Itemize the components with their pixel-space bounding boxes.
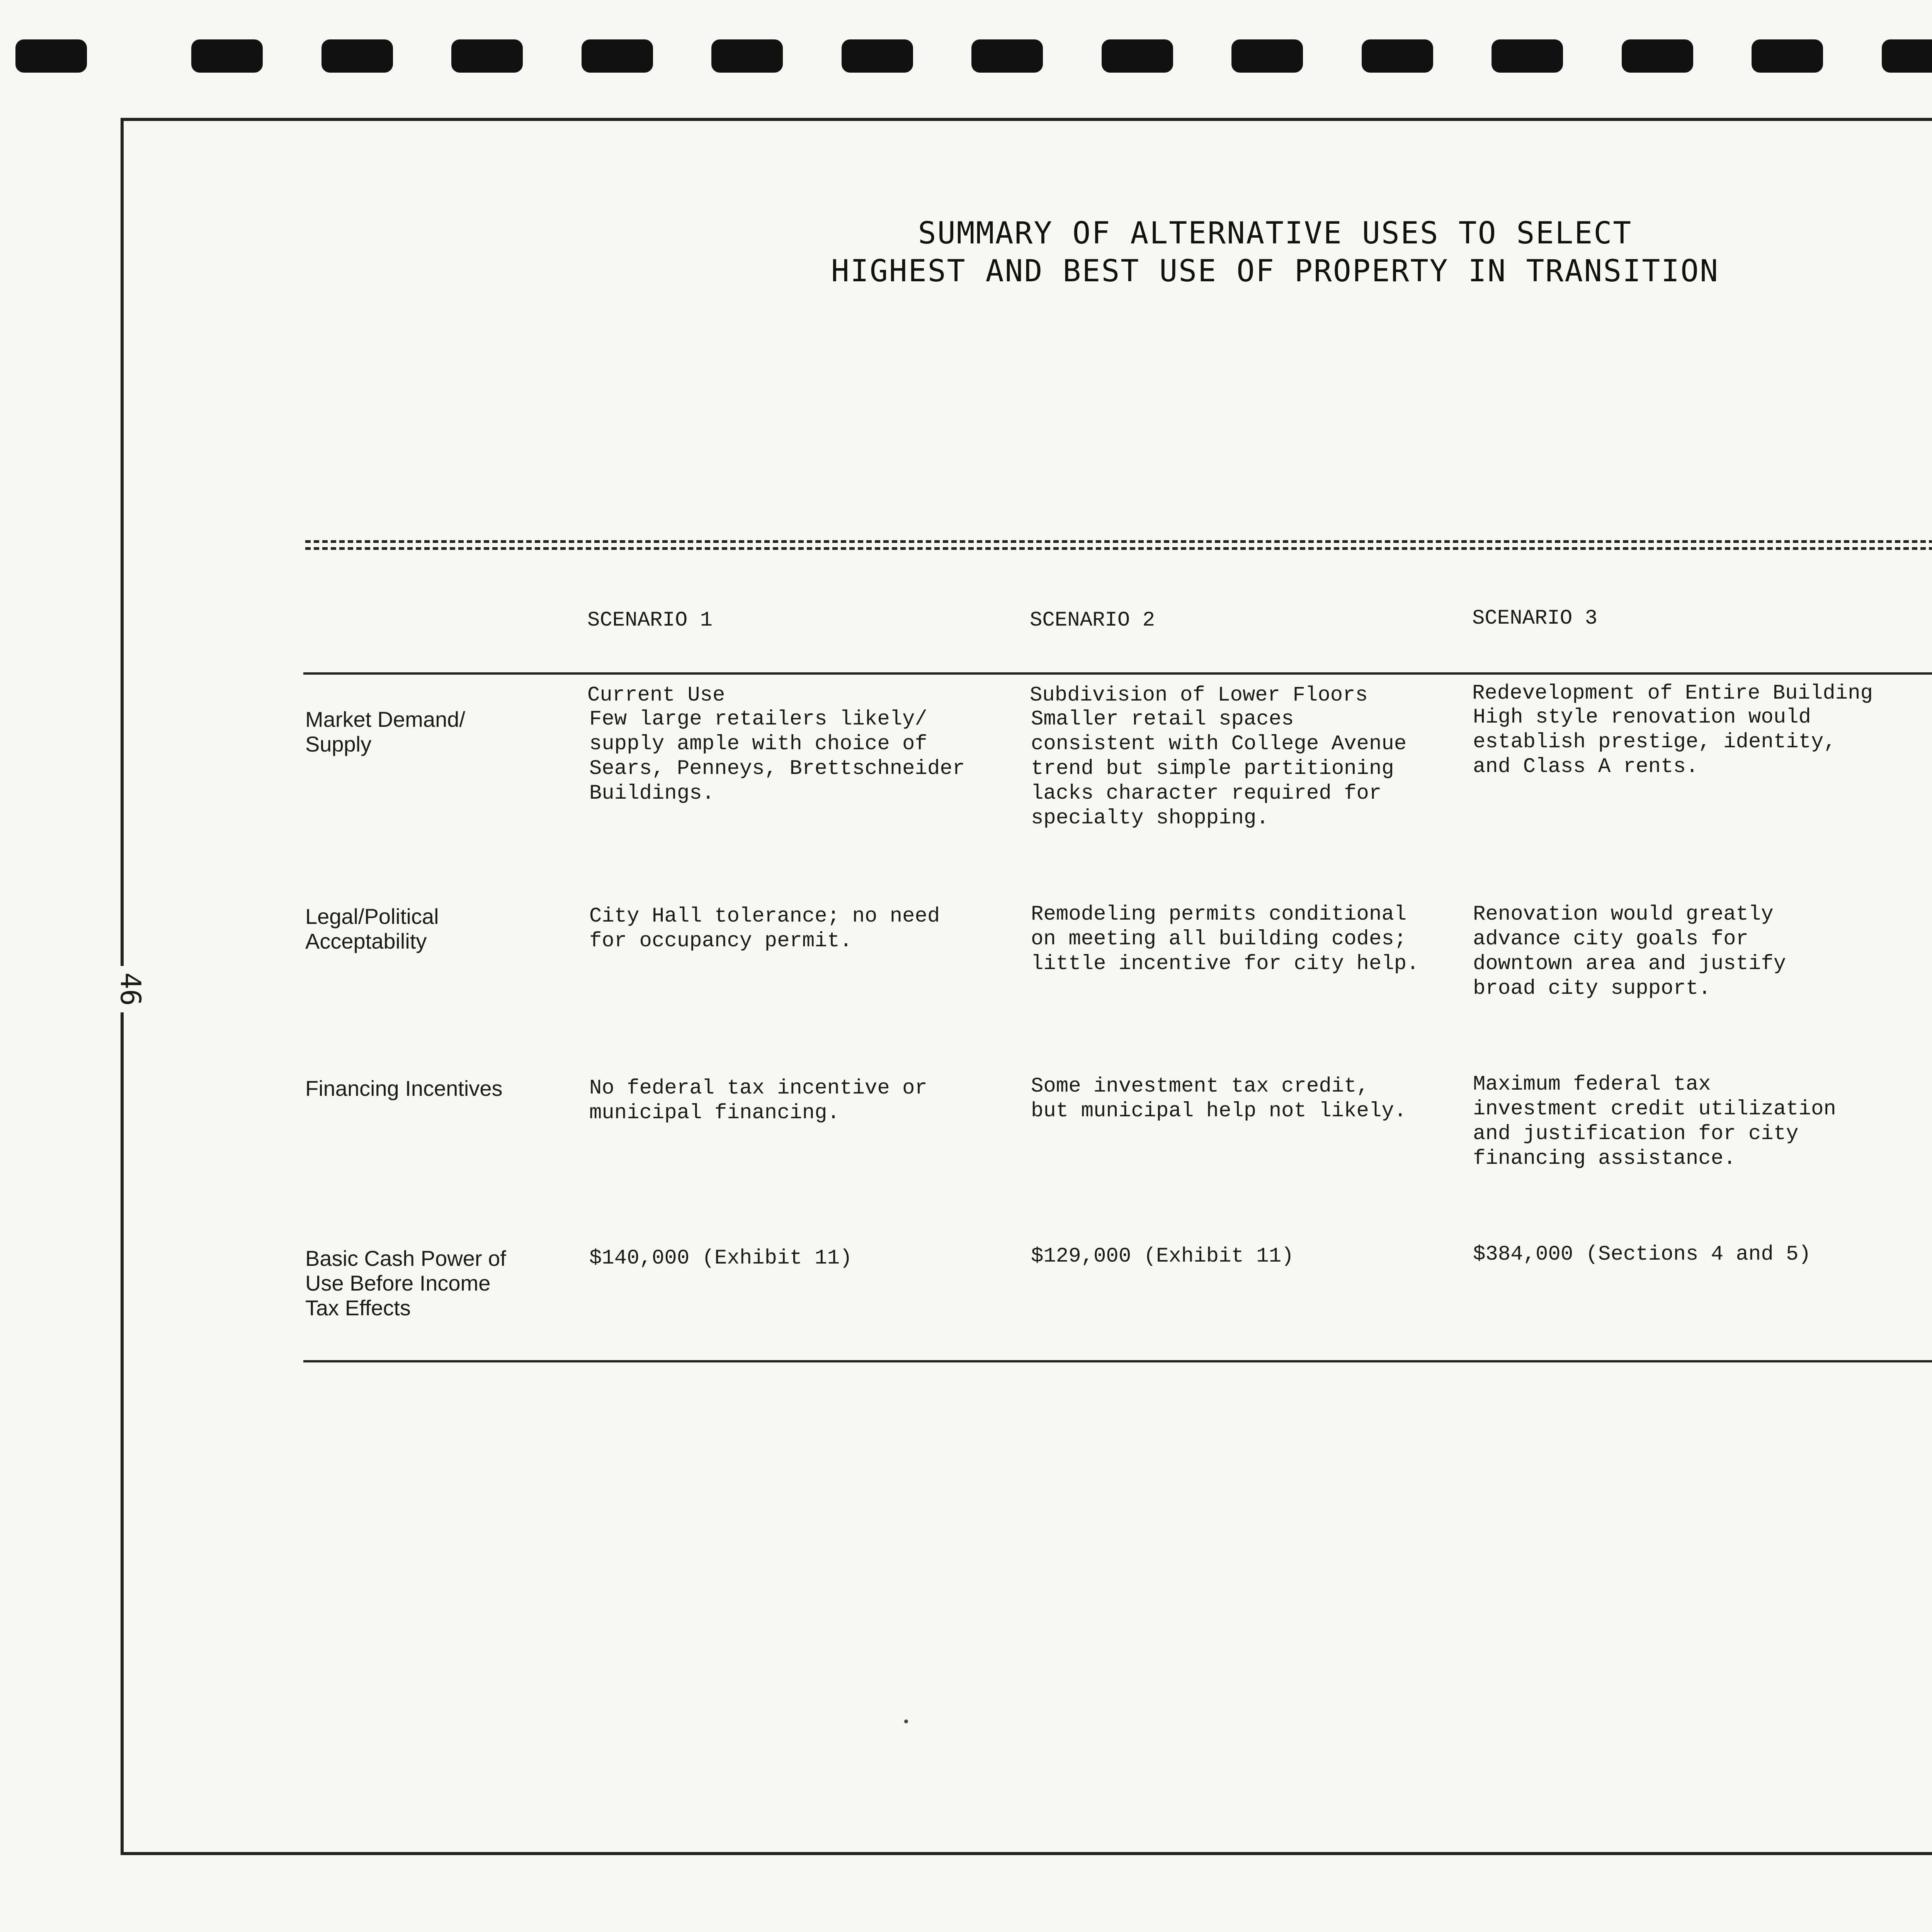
binder-hole <box>1622 39 1693 73</box>
table-cell: Remodeling permits conditional on meeting all building codes; little incentive for city help. <box>1031 903 1419 976</box>
speck <box>904 1719 908 1723</box>
table-bottom-rule <box>303 1360 1932 1362</box>
row-label-legal-political: Legal/Political Acceptability <box>305 904 439 953</box>
binder-hole <box>321 39 393 73</box>
binder-hole <box>1231 39 1303 73</box>
document-title <box>541 214 1932 290</box>
scenario-subtitle: Redevelopment of Entire Building <box>1472 682 1873 705</box>
binder-holes <box>0 0 1932 100</box>
binder-hole <box>971 39 1043 73</box>
table-cell: $140,000 (Exhibit 11) <box>589 1247 852 1270</box>
binder-hole <box>451 39 523 73</box>
table-cell: $129,000 (Exhibit 11) <box>1031 1245 1294 1268</box>
binder-hole <box>1492 39 1563 73</box>
scenario-subtitle: Subdivision of Lower Floors <box>1030 684 1368 707</box>
scenario-subtitle: Current Use <box>587 684 725 707</box>
table-cell: High style renovation would establish prestige, identity, and Class A rents. <box>1473 706 1836 779</box>
table-cell: Renovation would greatly advance city goals for downtown area and justify broad city support. <box>1473 903 1786 1000</box>
binder-hole <box>842 39 913 73</box>
scenario-label: SCENARIO 1 <box>587 609 713 632</box>
binder-hole <box>1102 39 1173 73</box>
binder-hole <box>1752 39 1823 73</box>
row-label-financing-incentives: Financing Incentives <box>305 1076 503 1100</box>
row-label-market-demand: Market Demand/ Supply <box>305 707 465 756</box>
table-cell: Smaller retail spaces consistent with College Avenue trend but simple partitioning lacks character required for specialty shopping. <box>1031 707 1407 830</box>
binder-hole <box>1882 39 1932 73</box>
table-cell: No federal tax incentive or municipal financing. <box>589 1077 927 1125</box>
binder-hole <box>191 39 263 73</box>
page-number: 46 <box>107 966 154 1012</box>
binder-hole <box>711 39 783 73</box>
table-cell: City Hall tolerance; no need for occupancy permit. <box>589 905 940 953</box>
binder-hole <box>15 39 87 73</box>
row-label-basic-cash-power: Basic Cash Power of Use Before Income Tax Effects <box>305 1246 506 1320</box>
title-line-1: SUMMARY OF ALTERNATIVE USES TO SELECT <box>918 216 1633 251</box>
table-top-double-rule <box>305 540 1932 551</box>
scenario-label: SCENARIO 2 <box>1030 609 1155 632</box>
binder-hole <box>1362 39 1433 73</box>
binder-hole <box>582 39 653 73</box>
table-cell: Some investment tax credit, but municipal help not likely. <box>1031 1075 1407 1123</box>
table-cell: $384,000 (Sections 4 and 5) <box>1473 1243 1811 1266</box>
table-cell: Maximum federal tax investment credit utilization and justification for city financing assistance. <box>1473 1073 1836 1170</box>
table-cell: Few large retailers likely/ supply ample with choice of Sears, Penneys, Brettschneider Buildings. <box>589 707 965 805</box>
scenario-label: SCENARIO 3 <box>1472 607 1598 630</box>
title-line-2: HIGHEST AND BEST USE OF PROPERTY IN TRANSITION <box>831 254 1719 289</box>
header-rule <box>303 672 1932 675</box>
